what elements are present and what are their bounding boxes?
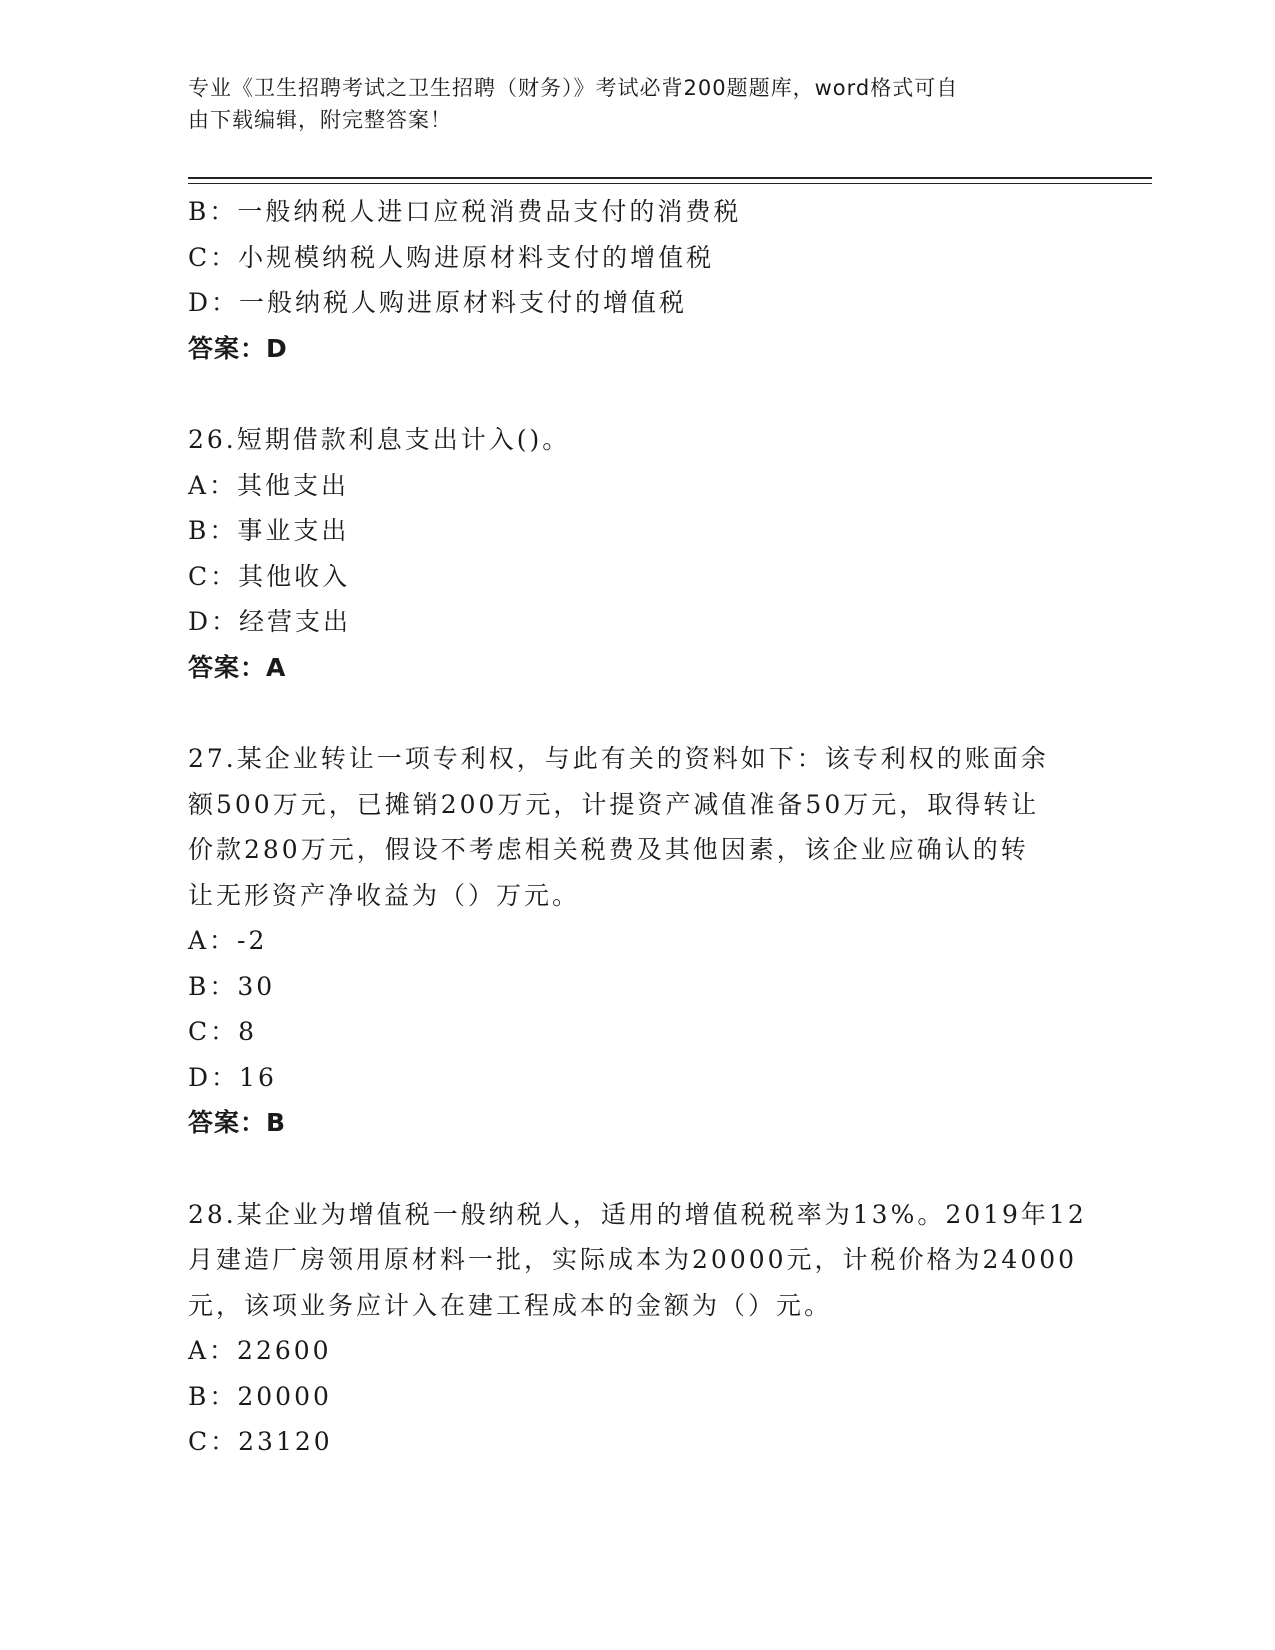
option-b: B：30	[188, 971, 276, 1001]
spacer	[188, 690, 1088, 736]
question-stem-line: 28.某企业为增值税一般纳税人，适用的增值税税率为13%。2019年12	[188, 1199, 1087, 1229]
option-c: C：小规模纳税人购进原材料支付的增值税	[188, 242, 715, 272]
spacer	[188, 371, 1088, 417]
option-b: B：20000	[188, 1381, 332, 1411]
answer-line: 答案：A	[188, 652, 287, 682]
option-a: A：22600	[188, 1336, 332, 1365]
question-27	[188, 736, 1088, 1146]
option-b: B：事业支出	[188, 516, 350, 545]
question-list	[188, 189, 1088, 1465]
question-stem-line: 元，该项业务应计入在建工程成本的金额为（）元。	[188, 1290, 833, 1320]
question-stem-line: 27.某企业转让一项专利权，与此有关的资料如下：该专利权的账面余	[188, 744, 1049, 773]
header-line-1: 专业《卫生招聘考试之卫生招聘（财务）》考试必背200题题库，word格式可自	[188, 76, 959, 100]
answer-line: 答案：D	[188, 333, 288, 363]
header-rule-thin	[188, 183, 1152, 184]
option-c: C：其他收入	[188, 561, 351, 591]
question-25-continued	[188, 189, 1088, 371]
answer-line: 答案：B	[188, 1108, 287, 1137]
question-stem-line: 让无形资产净收益为（）万元。	[188, 880, 581, 910]
header-rule-thick	[188, 177, 1152, 179]
option-c: C：23120	[188, 1427, 333, 1456]
document-header	[188, 72, 1068, 136]
option-d: D：经营支出	[188, 607, 352, 636]
question-stem-line: 额500万元，已摊销200万元，计提资产减值准备50万元，取得转让	[188, 789, 1040, 819]
option-a: A：-2	[188, 926, 268, 955]
header-line-2: 由下载编辑，附完整答案！	[188, 108, 452, 132]
option-d: D：一般纳税人购进原材料支付的增值税	[188, 288, 688, 317]
question-stem: 26.短期借款利息支出计入()。	[188, 425, 571, 454]
option-c: C：8	[188, 1017, 258, 1046]
spacer	[188, 1146, 1088, 1192]
option-a: A：其他支出	[188, 470, 350, 500]
question-28	[188, 1192, 1088, 1465]
question-stem-line: 价款280万元，假设不考虑相关税费及其他因素，该企业应确认的转	[188, 835, 1029, 864]
option-d: D：16	[188, 1062, 277, 1092]
question-26	[188, 417, 1088, 690]
option-b: B：一般纳税人进口应税消费品支付的消费税	[188, 197, 742, 226]
question-stem-line: 月建造厂房领用原材料一批，实际成本为20000元，计税价格为24000	[188, 1245, 1078, 1274]
